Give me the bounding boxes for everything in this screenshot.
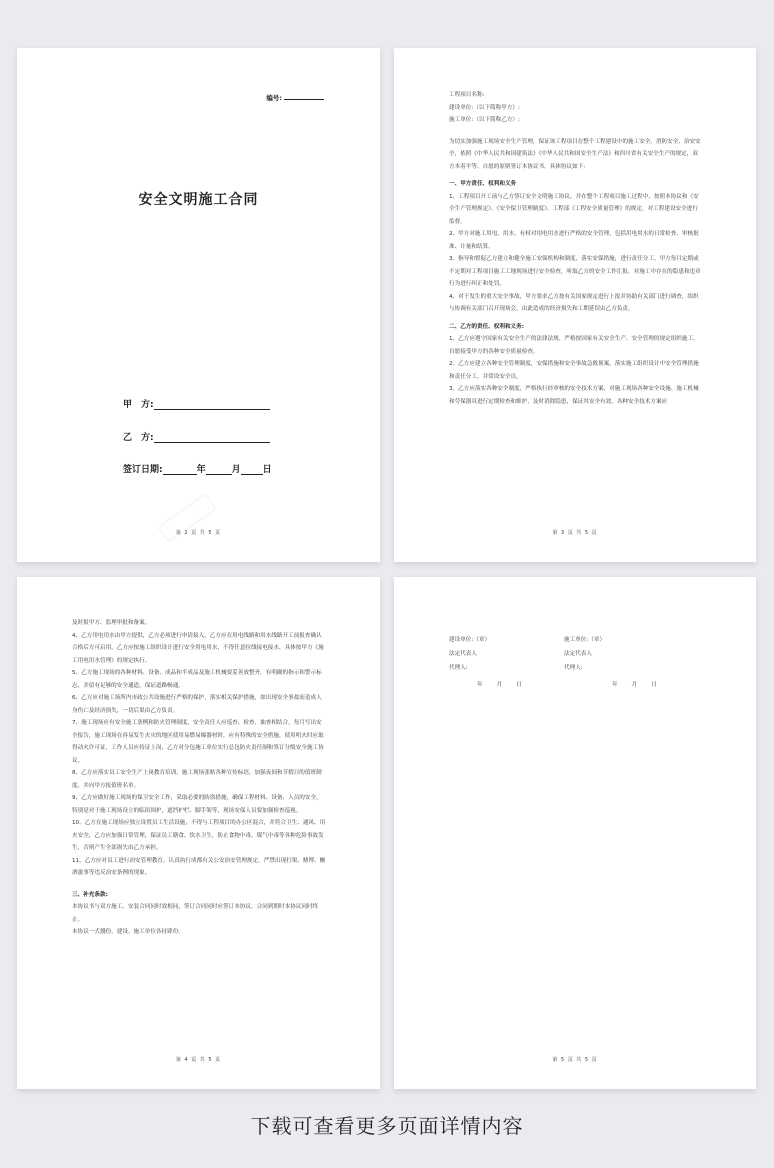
date-year: 年: [477, 682, 483, 688]
text-line: 建设单位:（以下简称甲方）:: [449, 104, 520, 111]
doc-number-line: [284, 99, 324, 100]
sign-date-label: 签订日期:: [123, 465, 163, 475]
year-line: [163, 465, 197, 475]
month-label: 月: [231, 465, 241, 475]
party-b-label: 乙 方:: [123, 433, 154, 443]
clause: 5、乙方施工现场的各种材料、设备、成品和半成品及施工机械要妥善放整齐，有明确的指示和警示标志，并留有足够的安全通道，保证道路畅通。: [72, 670, 322, 689]
text-line: 及时报甲方、监理审批和备案。: [72, 620, 151, 626]
signature-date: [449, 678, 522, 692]
party-b-line: [154, 433, 270, 443]
clause: 1、工程项目开工前与乙方签订安全文明施工协议，并在整个工程项目施工过程中，按照本协议和《安全生产管理规定》、《安全保卫管理制度》、工程部《工程安全质量管理》的规定，对工程建设安全进行监督。: [449, 193, 699, 225]
text-line: 工程项目名称:: [449, 92, 485, 98]
contract-page-3: [394, 48, 756, 562]
clause: 3、指导和督促乙方建立和健全施工安保机构和制度，落实安保措施，进行责任分工。甲方每月定期或不定期对工程项目施工工地现场进行安全检查，听取乙方的安全工作汇报，对施工中存在的隐患和违章行为进行纠正和处罚。: [449, 256, 701, 287]
clause: 2、甲方对施工用电、用水，有权对用电用水进行严格的安全管理，包括用电用水的日常检查、审核批准、计量和结算。: [449, 231, 699, 250]
party-b-row: [123, 430, 270, 443]
section-heading: 一、甲方责任、权利和义务: [449, 181, 517, 187]
doc-number-label: 编号:: [266, 94, 282, 102]
signature-line: 法定代表人: [449, 651, 477, 657]
clause: 10、乙方在施工现场应独立设置员工生活设施，不得与工程项目的办公区混合，并符合卫生、通风、用火安全，乙方应加强日常管理，保证员工膳食、饮水卫生，防止食物中毒、煤气中毒等各种危险事故发生，否则产生全部损失由乙方承担。: [72, 820, 326, 851]
clause: 2、乙方应建立各种安全管理制度，安保措施和安全事故急救预案，落实施工组织设计中安全管理措施和责任分工，并常设安全员。: [449, 361, 699, 380]
section-heading: 三、补充条款:: [72, 891, 108, 898]
page-footer: 第 5 页 共 5 页: [552, 1057, 598, 1063]
clause: 7、施工现场应有安全施工条例和防火管理制度，安全责任人应巡查、检查、抽查相结合，每月写出安全报告，施工现场在容易发生火灾的地区使用易燃易爆器材时，应有特殊的安全措施，使用明火时应取得动火许可证，工作人员应持证上岗，乙方对分包施工单位实行总包防火责任制和签订分级安全施工协议。: [72, 720, 324, 764]
signature-line: 代理人:: [564, 665, 583, 671]
page-footer: 第 4 页 共 5 页: [175, 1057, 222, 1063]
clause: 本协议书与双方施工、安装合同同时效相同，签订合同同时应签订本协议，合同到期时本协议同时终止。: [72, 904, 319, 923]
party-a-label: 甲 方:: [123, 400, 154, 410]
month-line: [206, 465, 232, 475]
sign-date-row: [123, 462, 272, 475]
day-label: 日: [262, 465, 272, 475]
party-a-row: [123, 397, 270, 410]
clause: 3、乙方应落实各种安全制度，严格执行经审核的安全技术方案，对施工现场各种安全设施、施工机械和劳保器具进行定期检查和维护，及时消除隐患，保证其安全有效，各种安全技术方案应: [449, 386, 699, 405]
page-content: [72, 617, 327, 939]
clause: 9、乙方应做好施工现场的保卫安全工作，采取必要的防盗措施，确保工程材料、设备、人员的安全，特别是对于施工现场设立的临街围护，遮挡护栏、脚手架等，现场安保人员要加强检查巡视。: [72, 795, 322, 814]
signature-line: 代理人:: [449, 665, 468, 671]
contractor-signature-block: [564, 633, 657, 692]
contract-title: 安全文明施工合同: [138, 192, 259, 208]
signature-line: 法定代表人: [564, 651, 592, 657]
date-month: 月: [631, 682, 638, 688]
clause: 4、乙方用电用水由甲方提供，乙方必须进行申请接入，乙方应在用电线路和用水线路开工前报查确认合格后方可启用，乙方应按施工组织设计进行安全用电用水，不得任意拉线接电接水，具体按甲方《施工用电用水管理》的规定执行。: [72, 632, 324, 664]
employer-signature-block: [449, 633, 522, 692]
doc-number: [266, 93, 324, 102]
text-line: 施工单位:（以下简称乙方）:: [449, 117, 520, 123]
signature-page: [394, 577, 756, 1089]
page-footer: 第 3 页 共 5 页: [552, 530, 598, 536]
page-footer: 第 2 页 共 5 页: [175, 530, 222, 536]
intro-paragraph: 为切实加强施工现场安全生产管理，保证该工程项目在整个工程建设中的施工安全、消防安全、治安安全，依照《中华人民共和国建筑法》《中华人民共和国安全生产法》和四川省有关安全生产的规定，双方本着平等、自愿的原则签订本协议书，具体协议如下:: [449, 138, 701, 170]
contract-page-4: [17, 577, 380, 1089]
clause: 11、乙方应对员工进行治安管理教育，认真执行成都有关公安治安管理规定，严禁出现打架、赌博、酗酒滋事等违反治安条例的现象。: [72, 857, 326, 876]
section-heading: 二、乙方的责任、权利和义务:: [449, 323, 524, 330]
signature-date: [564, 678, 657, 692]
clause: 8、乙方应落实员工安全生产上岗教育培训，施工现场张贴各种宣传标语，加强夜间和节假日的值班制度，并向甲方报值班名单。: [72, 770, 322, 789]
clause: 本协议一式捌份，建设、施工单位各持肆份。: [72, 929, 184, 935]
download-caption: 下载可查看更多页面详情内容: [250, 1114, 524, 1138]
cover-page: [17, 48, 380, 562]
signature-line: 建设单位:（章）: [449, 637, 491, 643]
date-day: 日: [651, 682, 657, 688]
date-day: 日: [516, 682, 522, 688]
year-label: 年: [196, 465, 206, 475]
party-a-line: [154, 400, 270, 410]
date-year: 年: [612, 682, 618, 688]
clause: 1、乙方应遵守国家有关安全生产的法律法规，严格按国家有关安全生产、安全管理的规定组织施工，自愿接受甲方的各种安全质量检查。: [449, 336, 699, 355]
date-month: 月: [496, 682, 503, 688]
clause: 6、乙方应对施工场所内市政公共设施进行严格的保护，落实相关保护措施，如出现安全事故而造成人身伤亡及经济损失，一切后果由乙方负责。: [72, 695, 322, 714]
clause: 4、对于发生的重大安全事故，甲方要求乙方按有关国家规定进行上报并协助有关部门进行调查，组织与协调有关部门召开现场会，由此造成的经济损失和工期延误由乙方负责。: [449, 293, 699, 312]
signature-line: 施工单位:（章）: [564, 637, 606, 643]
page-content: [449, 89, 703, 408]
day-line: [241, 465, 263, 475]
